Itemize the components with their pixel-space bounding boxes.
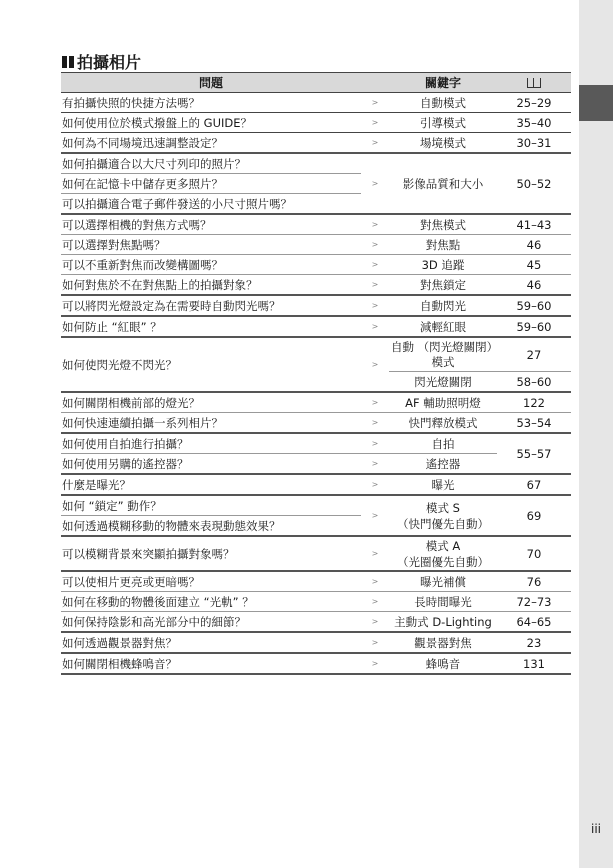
table-row: 可以將閃光燈設定為在需要時自動閃光嗎？ > 自動閃光 59–60 <box>61 295 571 316</box>
table-row: 如何透過觀景器對焦？ > 觀景器對焦 23 <box>61 632 571 653</box>
table-row: 可以拍攝適合電子郵件發送的小尺寸照片嗎？ <box>61 194 571 215</box>
table-row: 如何 “鎖定” 動作？ > 模式 S （快門優先自動） 69 <box>61 495 571 516</box>
table-row: 如何為不同場境迅速調整設定？ > 場境模式 30–31 <box>61 133 571 154</box>
table-row: 可以使相片更亮或更暗嗎？ > 曝光補償 76 <box>61 571 571 592</box>
table-row: 可以不重新對焦而改變構圖嗎？ > 3D 追蹤 45 <box>61 255 571 275</box>
section-marker-icon <box>62 56 74 68</box>
table-row: 如何防止 “紅眼” ？ > 減輕紅眼 59–60 <box>61 316 571 337</box>
table-row: 可以選擇相機的對焦方式嗎？ > 對焦模式 41–43 <box>61 214 571 235</box>
table-row: 如何關閉相機前部的燈光？ > AF 輔助照明燈 122 <box>61 392 571 413</box>
page-number: iii <box>590 822 601 836</box>
table-row: 如何對焦於不在對焦點上的拍攝對象？ > 對焦鎖定 46 <box>61 275 571 296</box>
table-row: 可以模糊背景來突顯拍攝對象嗎？ > 模式 A （光圈優先自動） 70 <box>61 536 571 571</box>
table-row: 如何保持陰影和高光部分中的細節？ > 主動式 D-Lighting 64–65 <box>61 612 571 633</box>
table-row: 如何使用另購的遙控器？ > 遙控器 <box>61 454 571 475</box>
table-row: 如何使用位於模式撥盤上的 GUIDE？ > 引導模式 35–40 <box>61 113 571 133</box>
side-tab <box>579 85 613 121</box>
section-title: 拍攝相片 <box>62 50 141 73</box>
table-row: 什麼是曝光？ > 曝光 67 <box>61 474 571 495</box>
header-arrow <box>361 73 389 93</box>
table-row: 如何關閉相機蜂鳴音？ > 蜂鳴音 131 <box>61 653 571 674</box>
table-row: 如何在移動的物體後面建立 “光軌” ？ > 長時間曝光 72–73 <box>61 592 571 612</box>
header-question: 問題 <box>61 73 361 93</box>
table-row: 如何使用自拍進行拍攝？ > 自拍 55–57 <box>61 433 571 454</box>
question-table <box>61 72 571 675</box>
table-row: 如何在記憶卡中儲存更多照片？ <box>61 174 571 194</box>
table-row: 如何使閃光燈不閃光？ > 自動 （閃光燈關閉） 模式 27 <box>61 337 571 372</box>
table-header <box>61 73 571 93</box>
side-strip <box>579 0 613 868</box>
table-row: 如何拍攝適合以大尺寸列印的照片？ > 影像品質和大小 50–52 <box>61 153 571 174</box>
table-row: 有拍攝快照的快捷方法嗎？ > 自動模式 25–29 <box>61 93 571 113</box>
header-page <box>497 73 571 93</box>
table-row: 如何透過模糊移動的物體來表現動態效果？ <box>61 516 571 537</box>
header-keyword: 關鍵字 <box>389 73 497 93</box>
table-row: 可以選擇對焦點嗎？ > 對焦點 46 <box>61 235 571 255</box>
book-icon <box>527 78 541 88</box>
table-row: 閃光燈關閉 58–60 <box>61 372 571 393</box>
table-row: 如何快速連續拍攝一系列相片？ > 快門釋放模式 53–54 <box>61 413 571 434</box>
